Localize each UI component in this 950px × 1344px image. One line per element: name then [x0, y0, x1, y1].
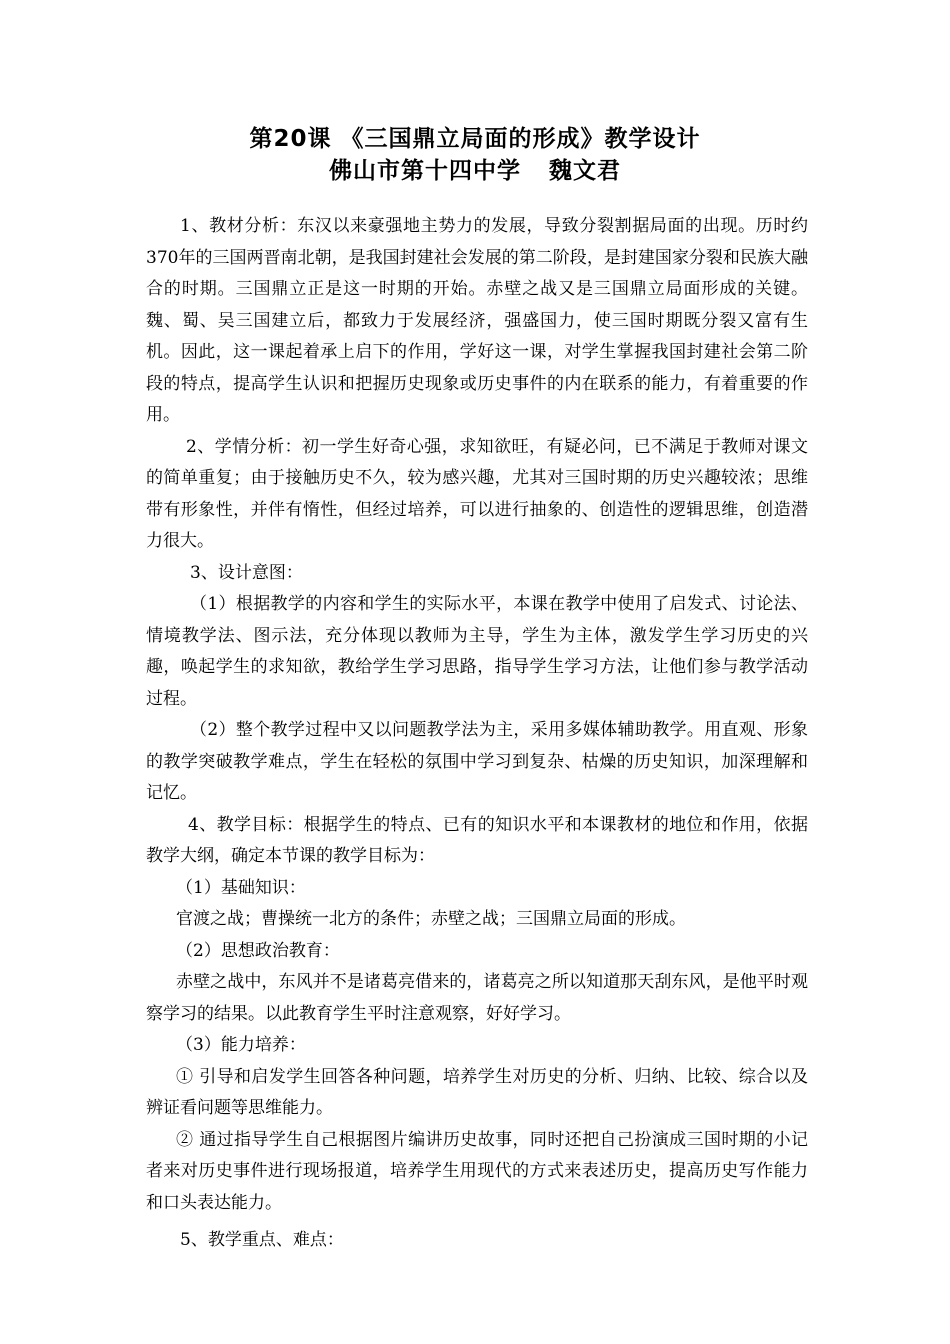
school-name: 佛山市第十四中学 — [329, 158, 521, 184]
author-line — [0, 156, 950, 186]
paragraph-basic-knowledge: 官渡之战；曹操统一北方的条件；赤壁之战；三国鼎立局面的形成。 — [176, 909, 686, 929]
document-title: 第20课 《三国鼎立局面的形成》教学设计 — [249, 126, 701, 152]
paragraph-ability-item-2: ② 通过指导学生自己根据图片编讲历史故事，同时还把自己扮演成三国时期的小记者来对历史事件进行现场报道，培养学生用现代的方式来表述历史，提高历史写作能力和口头表达能力。 — [146, 1129, 808, 1213]
heading-design-intent: 3、设计意图： — [190, 562, 303, 583]
heading-basic-knowledge: （1）基础知识： — [176, 877, 306, 898]
paragraph-ideological-education: 赤壁之战中，东风并不是诸葛亮借来的，诸葛亮之所以知道那天刮东风，是他平时观察学习的结果。以此教育学生平时注意观察，好好学习。 — [146, 972, 808, 1024]
paragraph-student-analysis: 2、学情分析：初一学生好奇心强，求知欲旺，有疑必问，已不满足于教师对课文的简单重复；由于接触历史不久，较为感兴趣，尤其对三国时期的历史兴趣较浓；思维带有形象性，并伴有惰性，但经过培养，可以进行抽象的、创造性的逻辑思维，创造潜力很大。 — [146, 436, 808, 551]
paragraph-design-point-2: （2）整个教学过程中又以问题教学法为主，采用多媒体辅助教学。用直观、形象的教学突破教学难点，学生在轻松的氛围中学习到复杂、枯燥的历史知识，加深理解和记忆。 — [146, 720, 808, 803]
paragraph-objectives: 4、教学目标：根据学生的特点、已有的知识水平和本课教材的地位和作用，依据教学大纲，确定本节课的教学目标为： — [146, 814, 808, 866]
heading-ideological-education: （2）思想政治教育： — [176, 940, 340, 961]
author-name: 魏文君 — [549, 158, 621, 184]
heading-ability-training: （3）能力培养： — [176, 1035, 306, 1055]
paragraph-material-analysis: 1、教材分析：东汉以来豪强地主势力的发展，导致分裂割据局面的出现。历时约370年的三国两晋南北朝，是我国封建社会发展的第二阶段，是封建国家分裂和民族大融合的时期。三国鼎立正是这一时期的开始。赤壁之战又是三国鼎立局面形成的关键。魏、蜀、吴三国建立后，都致力于发展经济，强盛国力，使三国时期既分裂又富有生机。因此，这一课起着承上启下的作用，学好这一课，对学生掌握我国封建社会第二阶段的特点，提高学生认识和把握历史现象或历史事件的内在联系的能力，有着重要的作用。 — [146, 216, 808, 425]
document-body — [146, 211, 808, 1257]
paragraph-ability-item-1: ① 引导和启发学生回答各种问题，培养学生对历史的分析、归纳、比较、综合以及辨证看问题等思维能力。 — [146, 1066, 808, 1118]
paragraph-design-point-1: （1）根据教学的内容和学生的实际水平，本课在教学中使用了启发式、讨论法、情境教学法、图示法，充分体现以教师为主导，学生为主体，激发学生学习历史的兴趣，唤起学生的求知欲，教给学生学习思路，指导学生学习方法，让他们参与教学活动过程。 — [146, 594, 808, 709]
heading-key-points: 5、教学重点、难点： — [180, 1230, 344, 1250]
